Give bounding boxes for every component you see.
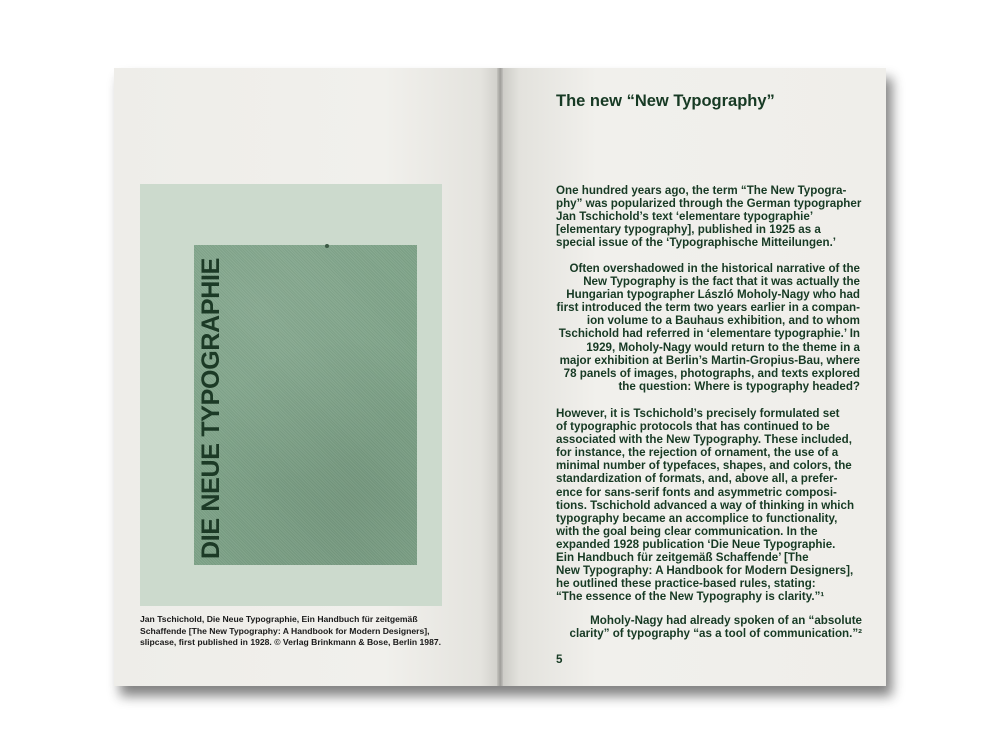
paragraph-1 — [556, 184, 866, 249]
paragraph-3 — [556, 407, 866, 603]
text-line: associated with the New Typography. These included, — [556, 433, 852, 447]
slipcase-mark — [325, 244, 329, 248]
text-line: expanded 1928 publication ‘Die Neue Typographie. — [556, 537, 836, 551]
caption-line: slipcase, first published in 1928. © Verlag Brinkmann & Bose, Berlin 1987. — [140, 637, 442, 647]
text-line: minimal number of typefaces, shapes, and colors, the — [556, 459, 852, 473]
right-page — [500, 68, 886, 686]
text-line: for instance, the rejection of ornament, the use of a — [556, 446, 839, 460]
text-line: New Typography is the fact that it was actually the — [583, 275, 860, 289]
text-line: tions. Tschichold advanced a way of thinking in which — [556, 498, 855, 512]
page-heading: The new “New Typography” — [556, 92, 775, 110]
left-page — [114, 68, 500, 686]
text-line: 1929, Moholy-Nagy would return to the theme in a — [586, 340, 860, 354]
image-caption — [140, 614, 480, 649]
text-line: Moholy-Nagy had already spoken of an “absolute — [590, 614, 862, 627]
text-line: typography became an accomplice to functionality, — [556, 511, 838, 525]
text-line: phy” was popularized through the German typographer — [556, 197, 862, 211]
text-line: Jan Tschichold’s text ‘elementare typographie’ — [556, 210, 814, 224]
text-line: with the goal being clear communication. In the — [556, 524, 818, 538]
text-line: standardization of formats, and, above all, a prefer- — [556, 472, 838, 486]
text-line: Tschichold had referred in ‘elementare typographie.’ In — [558, 327, 860, 341]
caption-line: Jan Tschichold, Die Neue Typographie, Ein Handbuch für zeitgemäß — [140, 614, 418, 624]
text-line: he outlined these practice-based rules, stating: — [556, 577, 816, 591]
text-line: special issue of the ‘Typographische Mitteilungen.’ — [556, 236, 837, 250]
text-line: the question: Where is typography headed? — [618, 379, 860, 393]
paragraph-4 — [556, 614, 862, 640]
paragraph-2 — [556, 262, 860, 393]
page-number: 5 — [556, 653, 563, 666]
text-line: One hundred years ago, the term “The New Typogra- — [556, 184, 847, 197]
text-line: Ein Handbuch für zeitgemäß Schaffende’ [The — [556, 551, 809, 565]
slipcase-title: DIE NEUE TYPOGRAPHIE — [197, 258, 225, 559]
text-line: ence for sans-serif fonts and asymmetric composi- — [556, 485, 837, 499]
text-line: ion volume to a Bauhaus exhibition, and to whom — [586, 314, 860, 328]
text-line: However, it is Tschichold’s precisely formulated set — [556, 407, 840, 420]
text-line: clarity” of typography “as a tool of communication.”² — [569, 627, 862, 641]
text-line: 78 panels of images, photographs, and texts explored — [563, 366, 860, 380]
image-plate — [140, 184, 442, 606]
book-gutter — [497, 68, 503, 686]
text-line: [elementary typography], published in 1925 as a — [556, 223, 821, 237]
slipcase-image — [194, 245, 417, 565]
text-line: major exhibition at Berlin’s Martin-Gropius-Bau, where — [559, 353, 860, 367]
text-line: Hungarian typographer László Moholy-Nagy who had — [566, 288, 860, 302]
text-line: of typographic protocols that has continued to be — [556, 420, 830, 434]
caption-line: Schaffende [The New Typography: A Handbook for Modern Designers], — [140, 625, 430, 636]
text-line: Often overshadowed in the historical narrative of the — [569, 262, 860, 275]
text-line: New Typography: A Handbook for Modern Designers], — [556, 564, 854, 578]
text-line: “The essence of the New Typography is clarity.”¹ — [556, 590, 825, 604]
text-line: first introduced the term two years earlier in a compan- — [556, 301, 860, 315]
